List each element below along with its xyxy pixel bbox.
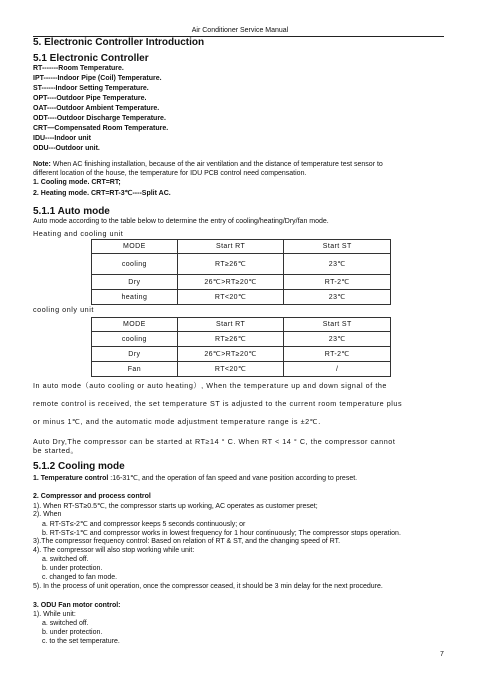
- header-cell-start-st: Start ST: [284, 318, 391, 332]
- auto-mode-table-heat-cool: [91, 239, 391, 305]
- compressor-line: 2). When: [33, 511, 62, 518]
- table-cell: RT-2℃: [284, 347, 391, 362]
- table-cell: Dry: [92, 275, 178, 290]
- subsection-title-5-1: 5.1 Electronic Controller: [33, 53, 149, 64]
- section-title: 5. Electronic Controller Introduction: [33, 37, 205, 48]
- abbrev-ipt: IPT------Indoor Pipe (Coil) Temperature.: [33, 75, 162, 82]
- auto-mode-para-2-line-2: be started。: [33, 446, 79, 455]
- compressor-line: 4). The compressor will also stop working while unit:: [33, 547, 195, 554]
- abbrev-idu: IDU----Indoor unit: [33, 135, 91, 142]
- table-row: [92, 332, 391, 347]
- temperature-control-text: :16-31℃, and the operation of fan speed and vane position according to preset.: [108, 475, 358, 482]
- table-row: [92, 275, 391, 290]
- compressor-line: c. changed to fan mode.: [42, 574, 118, 581]
- compressor-line: 1). When RT-ST≥0.5℃, the compressor starts up working, AC operates as customer preset;: [33, 503, 318, 510]
- compressor-control-title: 2. Compressor and process control: [33, 493, 151, 500]
- compressor-line: b. under protection.: [42, 565, 103, 572]
- table-header-row: [92, 240, 391, 254]
- table-cell: heating: [92, 290, 178, 305]
- note-label: Note:: [33, 161, 51, 168]
- table-cell: 23℃: [284, 290, 391, 305]
- table-cell: RT≥26℃: [177, 332, 284, 347]
- compressor-line: a. switched off.: [42, 556, 89, 563]
- temperature-control-label: 1. Temperature control: [33, 475, 109, 482]
- abbrev-crt: CRT—Compensated Room Temperature.: [33, 125, 169, 132]
- subsection-title-5-1-1: 5.1.1 Auto mode: [33, 206, 110, 217]
- table-cell: 26℃>RT≥20℃: [177, 275, 284, 290]
- note-text-1: When AC finishing installation, because of the air ventilation and the distance of temperature test sensor to: [50, 161, 383, 168]
- odu-fan-control-title: 3. ODU Fan motor control:: [33, 602, 121, 609]
- auto-mode-para-2-line-1: Auto Dry,The compressor can be started at RT≥14 ° C. When RT < 14 ° C, the compressor cannot: [33, 437, 396, 446]
- header-cell-start-st: Start ST: [284, 240, 391, 254]
- table-cell: cooling: [92, 254, 178, 275]
- note-line-2: different location of the house, the temperature for IDU PCB control need compensation.: [33, 170, 307, 177]
- table-cell: 23℃: [284, 332, 391, 347]
- auto-mode-table-cool-only: [91, 317, 391, 377]
- table-cell: 26℃>RT≥20℃: [177, 347, 284, 362]
- auto-mode-para-1-line-1: In auto mode（auto cooling or auto heating）, When the temperature up and down signal of the: [33, 381, 387, 390]
- compressor-line: a. RT-ST≤-2℃ and compressor keeps 5 seconds continuously; or: [42, 521, 246, 528]
- odu-fan-line: a. switched off.: [42, 620, 89, 627]
- abbrev-opt: OPT----Outdoor Pipe Temperature.: [33, 95, 147, 102]
- header-cell-start-rt: Start RT: [177, 318, 284, 332]
- auto-mode-para-1-line-3: or minus 1℃, and the automatic mode adjustment temperature range is ±2℃.: [33, 417, 321, 426]
- abbrev-odu: ODU---Outdoor unit.: [33, 145, 100, 152]
- temperature-control-line: [33, 474, 357, 482]
- abbrev-rt: RT-------Room Temperature.: [33, 65, 124, 72]
- table2-caption: cooling only unit: [33, 305, 94, 314]
- note-line-1: [33, 161, 383, 168]
- table-cell: RT<20℃: [177, 362, 284, 377]
- compressor-line: b. RT-ST≤-1℃ and compressor works in lowest frequency for 1 hour continuously; The compressor stops operation.: [42, 530, 401, 537]
- compressor-line: 3).The compressor frequency control: Based on relation of RT & ST, and the changing speed of RT.: [33, 538, 341, 545]
- table-cell: RT-2℃: [284, 275, 391, 290]
- table-header-row: [92, 318, 391, 332]
- table-cell: Dry: [92, 347, 178, 362]
- header-cell-start-rt: Start RT: [177, 240, 284, 254]
- subsection-title-5-1-2: 5.1.2 Cooling mode: [33, 461, 125, 472]
- odu-fan-line: b. under protection.: [42, 629, 103, 636]
- compressor-line: 5). In the process of unit operation, once the compressor ceased, it should be 3 min delay for the next procedure.: [33, 583, 383, 590]
- table-cell: /: [284, 362, 391, 377]
- odu-fan-line: c. to the set temperature.: [42, 638, 120, 645]
- auto-mode-intro: Auto mode according to the table below to determine the entry of cooling/heating/Dry/fan mode.: [33, 218, 329, 225]
- table-cell: RT<20℃: [177, 290, 284, 305]
- header-cell-mode: MODE: [92, 318, 178, 332]
- odu-fan-line: 1). While unit:: [33, 611, 76, 618]
- table-row: [92, 254, 391, 275]
- table-cell: cooling: [92, 332, 178, 347]
- note-item-cooling: 1. Cooling mode. CRT=RT;: [33, 179, 121, 186]
- table-cell: RT≥26℃: [177, 254, 284, 275]
- page-number: 7: [440, 651, 444, 658]
- abbrev-oat: OAT----Outdoor Ambient Temperature.: [33, 105, 160, 112]
- table-cell: Fan: [92, 362, 178, 377]
- table-row: [92, 347, 391, 362]
- header-cell-mode: MODE: [92, 240, 178, 254]
- table-row: [92, 290, 391, 305]
- table-cell: 23℃: [284, 254, 391, 275]
- note-item-heating: 2. Heating mode. CRT=RT-3℃----Split AC.: [33, 190, 171, 197]
- running-header: Air Conditioner Service Manual: [191, 27, 289, 34]
- abbrev-odt: ODT----Outdoor Discharge Temperature.: [33, 115, 166, 122]
- auto-mode-para-1-line-2: remote control is received, the set temperature ST is adjusted to the current room temperature plus: [33, 399, 403, 408]
- table-row: [92, 362, 391, 377]
- table1-caption: Heating and cooling unit: [33, 229, 124, 238]
- abbrev-st: ST------Indoor Setting Temperature.: [33, 85, 149, 92]
